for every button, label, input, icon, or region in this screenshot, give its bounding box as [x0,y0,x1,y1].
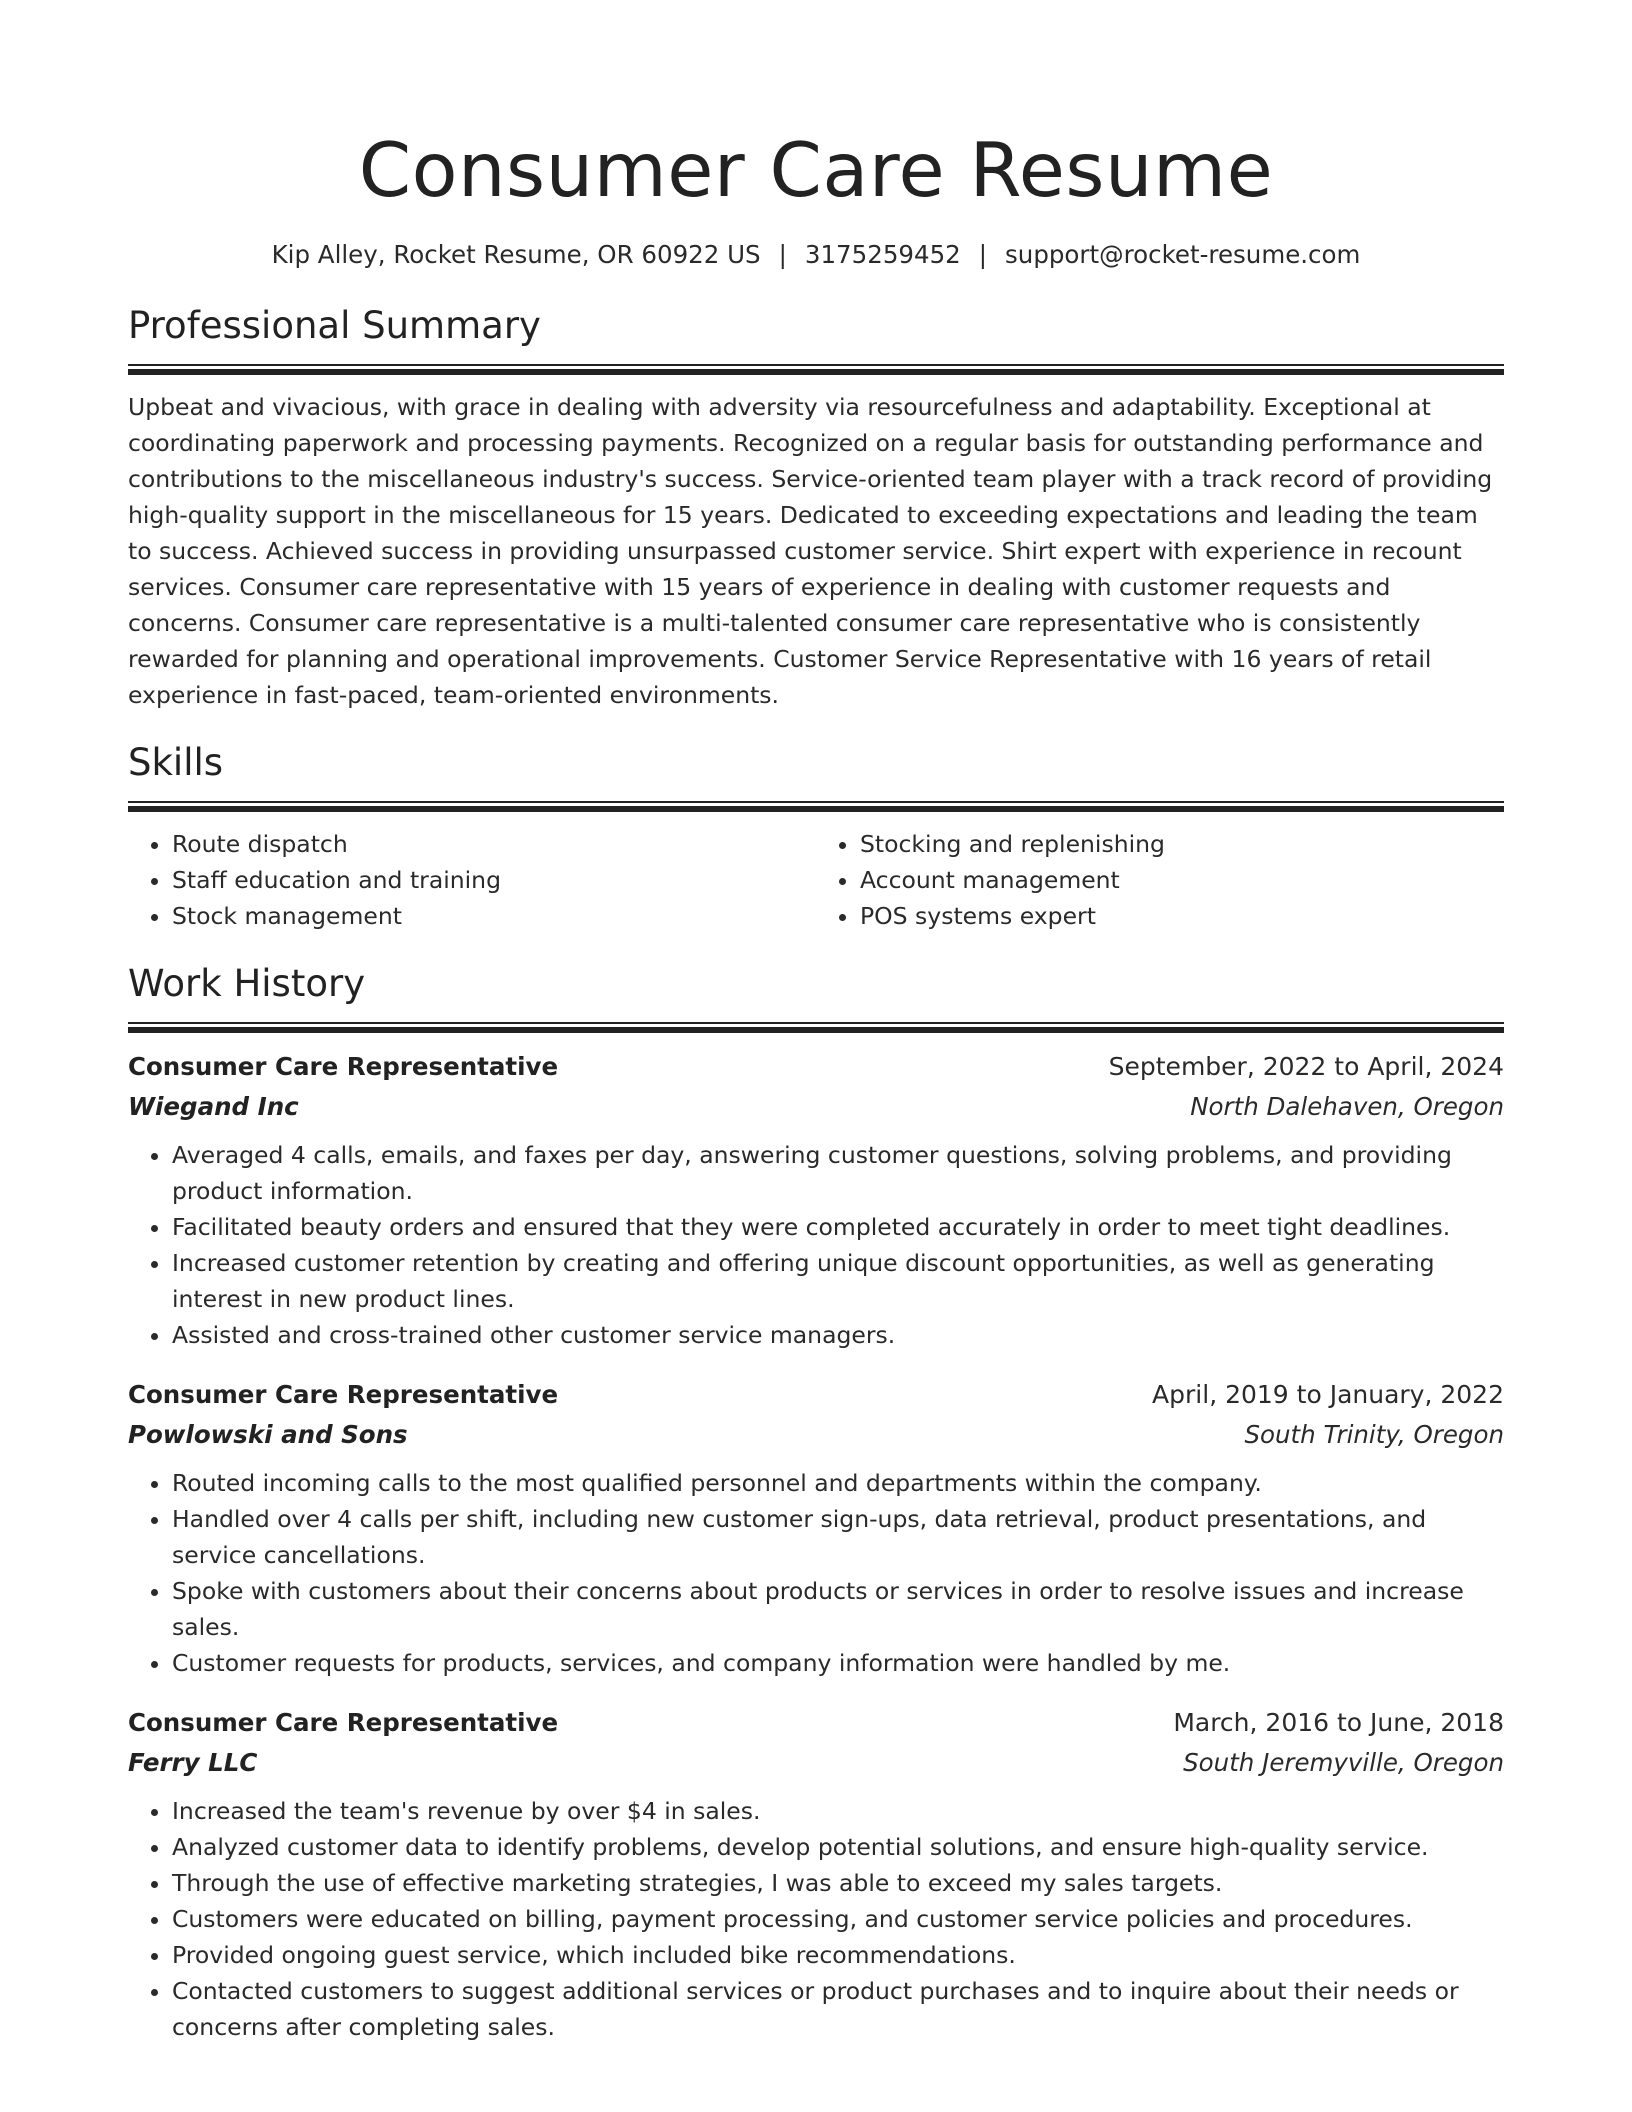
job-location: North Dalehaven, Oregon [1190,1092,1504,1121]
skills-heading: Skills [128,741,224,784]
job-company: Ferry LLC [128,1748,258,1777]
summary-section [128,302,1504,713]
job-title: Consumer Care Representative [128,1052,559,1081]
skills-list-right [816,826,1504,934]
skill-item: • Stocking and replenishing [860,826,1504,862]
skills-list-left [128,826,816,934]
contact-phone: 3175259452 [804,240,961,269]
job-bullet: • Increased the team's revenue by over $4 in sales. [172,1793,1504,1829]
section-divider [128,801,1504,812]
job-bullet: • Routed incoming calls to the most qualified personnel and departments within the company. [172,1465,1504,1501]
skill-item: • POS systems expert [860,898,1504,934]
contact-email: support@rocket-resume.com [1005,240,1361,269]
job-bullet: • Customers were educated on billing, payment processing, and customer service policies and procedures. [172,1901,1504,1937]
job-bullet: • Increased customer retention by creating and offering unique discount opportunities, as well as generating interest in new product lines. [172,1245,1504,1317]
job-bullet: • Contacted customers to suggest additional services or product purchases and to inquire about their needs or concerns after completing sales. [172,1973,1504,2045]
job-bullets [128,1137,1504,1353]
job-bullet: • Analyzed customer data to identify problems, develop potential solutions, and ensure high-quality service. [172,1829,1504,1865]
job-company: Powlowski and Sons [128,1420,408,1449]
job-bullet: • Through the use of effective marketing strategies, I was able to exceed my sales targets. [172,1865,1504,1901]
contact-separator: | [978,240,988,269]
job-location: South Jeremyville, Oregon [1183,1748,1504,1777]
job-bullets [128,1793,1504,2045]
skills-section [128,739,1504,934]
section-divider [128,364,1504,375]
job-dates: March, 2016 to June, 2018 [1173,1708,1504,1737]
job-bullet: • Spoke with customers about their concerns about products or services in order to resolve issues and increase sales. [172,1573,1504,1645]
job-dates: April, 2019 to January, 2022 [1152,1380,1504,1409]
summary-text: Upbeat and vivacious, with grace in dealing with adversity via resourcefulness and adaptability. Exceptional at coordinating paperwork and processing payments. Recognized on a regular basis for outstanding performance and contributions to the miscellaneous industry's success. Service-oriented team player with a track record of providing high-quality support in the miscellaneous for 15 years. Dedicated to exceeding expectations and leading the team to success. Achieved success in providing unsurpassed customer service. Shirt expert with experience in recount services. Consumer care representative with 15 years of experience in dealing with customer requests and concerns. Consumer care representative is a multi-talented consumer care representative who is consistently rewarded for planning and operational improvements. Customer Service Representative with 16 years of retail experience in fast-paced, team-oriented environments. [128,393,1493,709]
job-dates: September, 2022 to April, 2024 [1108,1052,1504,1081]
work-history-section [128,960,1504,2045]
job-bullet: • Averaged 4 calls, emails, and faxes per day, answering customer questions, solving problems, and providing product information. [172,1137,1504,1209]
job-title: Consumer Care Representative [128,1380,559,1409]
job-company: Wiegand Inc [128,1092,299,1121]
job-title: Consumer Care Representative [128,1708,559,1737]
section-divider [128,1022,1504,1033]
skills-columns [128,826,1504,934]
job-bullet: • Handled over 4 calls per shift, including new customer sign-ups, data retrieval, product presentations, and service cancellations. [172,1501,1504,1573]
summary-heading: Professional Summary [128,304,541,347]
job-bullet: • Facilitated beauty orders and ensured that they were completed accurately in order to meet tight deadlines. [172,1209,1504,1245]
job-bullet: • Customer requests for products, services, and company information were handled by me. [172,1645,1504,1681]
job-entry [128,1047,1504,1353]
skill-item: • Staff education and training [172,862,816,898]
contact-address: Kip Alley, Rocket Resume, OR 60922 US [271,240,761,269]
resume-title: Consumer Care Resume [358,126,1274,214]
job-entry [128,1375,1504,1681]
contact-separator: | [778,240,787,269]
job-entry [128,1703,1504,2045]
work-history-heading: Work History [128,962,366,1005]
contact-line [128,238,1504,272]
job-bullet: • Provided ongoing guest service, which included bike recommendations. [172,1937,1504,1973]
job-bullets [128,1465,1504,1681]
skill-item: • Stock management [172,898,816,934]
skill-item: • Route dispatch [172,826,816,862]
job-bullet: • Assisted and cross-trained other customer service managers. [172,1317,1504,1353]
skill-item: • Account management [860,862,1504,898]
job-location: South Trinity, Oregon [1244,1420,1504,1449]
